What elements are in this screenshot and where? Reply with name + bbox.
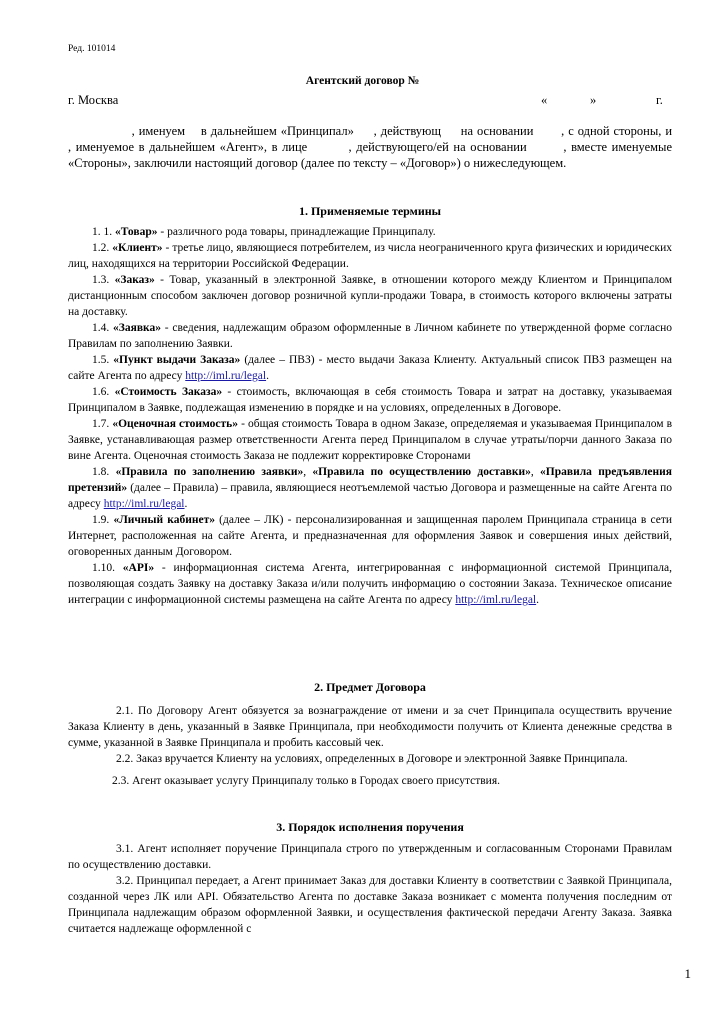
term-item [68,560,672,608]
term-separator: , [303,466,313,478]
term-definition: - различного рода товары, принадлежащие Принципалу. [157,226,436,238]
clause-2-2: 2.2. Заказ вручается Клиенту на условиях, определенных в Договоре и электронной Заявке Принципала. [116,753,628,765]
term-number: 1.2. [92,242,113,254]
term-name: «Оценочная стоимость» [112,418,239,430]
term-name: «Личный кабинет» [113,514,215,526]
city: г. Москва [68,93,119,107]
term-name: «Правила по заполнению заявки» [115,466,304,478]
term-definition: - информационная система Агента, интегрированная с информационной системой Принципала, позволяющая создать Заявку на доставку Заказа и/или получить информацию о состоянии Заказа. Техническое описание интеграции с информационной системы размещена на сайте Агента по адресу [68,562,672,606]
clause-2-1: 2.1. По Договору Агент обязуется за вознаграждение от имени и за счет Принципала осуществить вручение Заказа Клиенту в день, указанный в Заявке Принципала, при необходимости получить от Клиента денежные средства в сумме, указанной в Заявке Принципала и пробить кассовый чек. [68,705,672,749]
term-item [68,352,672,384]
term-name: «Клиент» [112,242,163,254]
section-3-title: 3. Порядок исполнения поручения [276,820,464,834]
term-number: 1.7. [92,418,113,430]
intro-block [68,123,704,171]
term-number: 1.9. [92,514,114,526]
term-item [68,240,672,272]
term-number: 1.10. [92,562,123,574]
term-punctuation: . [536,594,539,606]
legal-link[interactable]: http://iml.ru/legal [185,370,267,382]
term-item [68,384,672,416]
term-item [68,416,672,464]
term-definition: - общая стоимость Товара в одном Заказе, определяемая и указываемая Принципалом в Заявке, устанавливающая размер ответственности Агента перед Принципалом в случае утраты/порчи данного Заказа по вине Агента. Оценочная стоимость Заказа не подлежит корректировке Сторонами [68,418,673,462]
section-3-body [68,841,672,937]
term-definition: - стоимость, включающая в себя стоимость Товара и затрат на доставку, указываемая Принципалом в Заявке, подлежащая изменению в порядке и на условиях, определенных в Договоре. [68,386,672,414]
term-item [68,224,672,240]
intro-paragraph: , именуем в дальнейшем «Принципал» , действующ на основании , с одной стороны, и , именуемое в дальнейшем «Агент», в лице , действующего/ей на основании , вместе именуемые «Стороны», заключили настоящий договор (далее по тексту – «Договор») о нижеследующем. [68,124,704,170]
section-1-title: 1. Применяемые термины [298,204,442,218]
term-number: 1.3. [92,274,115,286]
clause-3-2: 3.2. Принципал передает, а Агент принимает Заказ для доставки Клиенту в соответствии с Заявкой Принципала, созданной через ЛК или API. Обязательство Агента по доставке Заказа возникает с момента получения последним от Принципала надлежащим образом оформленной Заявки, и осуществления фактической передачи Агенту Заказа. Заявка считается надлежаще оформленной с [68,875,672,935]
term-item [68,320,672,352]
term-definition: (далее – Правила) – правила, являющиеся неотъемлемой частью Договора и размещенные на сайте Агента по адресу [68,482,672,510]
term-definition: (далее – ПВЗ) - место выдачи Заказа Клиенту. Актуальный список ПВЗ размещен на сайте Агента по адресу [68,354,672,382]
term-definition: (далее – ЛК) - персонализированная и защищенная паролем Принципала страница в сети Интернет, расположенная на сайте Агента, и предназначенная для оформления Заявок и совершения иных действий, оговоренных данным Договором. [68,514,673,558]
term-number: 1.4. [92,322,114,334]
term-name: «Заказ» [114,274,155,286]
document-title: Агентский договор № [305,75,420,87]
term-name: «API» [122,562,155,574]
term-name: «Товар» [115,226,158,238]
edition-label: Ред. 101014 [68,44,116,54]
term-definition: - Товар, указанный в электронной Заявке, в отношении которого между Клиентом и Принципалом дистанционным способом заключен договор розничной купли-продажи Товара, в стоимость которого включены затраты на доставку. [68,274,673,318]
legal-link[interactable]: http://iml.ru/legal [455,594,537,606]
section-2-title: 2. Предмет Договора [314,680,426,694]
term-name: «Заявка» [113,322,162,334]
clause-3-1: 3.1. Агент исполняет поручение Принципала строго по утвержденным и согласованным Сторонами Правилам по осуществлению доставки. [68,843,672,871]
term-item [68,512,672,560]
city-date-line [68,93,668,109]
date-year: г. [656,93,663,107]
page-number: 1 [684,966,691,981]
term-number: 1. 1. [92,226,115,238]
term-punctuation: . [266,370,269,382]
term-definition: - третье лицо, являющиеся потребителем, из числа неограниченного круга физических и юридических лиц, находящихся на территории Российской Федерации. [68,242,673,270]
section-2-body [68,703,672,789]
legal-link[interactable]: http://iml.ru/legal [103,498,185,510]
term-number: 1.8. [92,466,116,478]
term-name: «Стоимость Заказа» [114,386,223,398]
section-1-terms [68,224,672,608]
term-name: «Правила предъявления претензий» [68,466,673,494]
term-name: «Пункт выдачи Заказа» [113,354,241,366]
term-number: 1.6. [92,386,115,398]
term-item [68,272,672,320]
date-quote-open: « [541,93,548,107]
term-number: 1.5. [92,354,114,366]
date-quote-close: » [590,93,597,107]
clause-2-3: 2.3. Агент оказывает услугу Принципалу только в Городах своего присутствия. [112,775,500,787]
term-name: «Правила по осуществлению доставки» [312,466,531,478]
term-definition: - сведения, надлежащим образом оформленные в Личном кабинете по утвержденной форме согласно Правилам по заполнению Заявки. [68,322,673,350]
term-separator: , [530,466,541,478]
term-item [68,464,672,512]
term-punctuation: . [184,498,188,510]
